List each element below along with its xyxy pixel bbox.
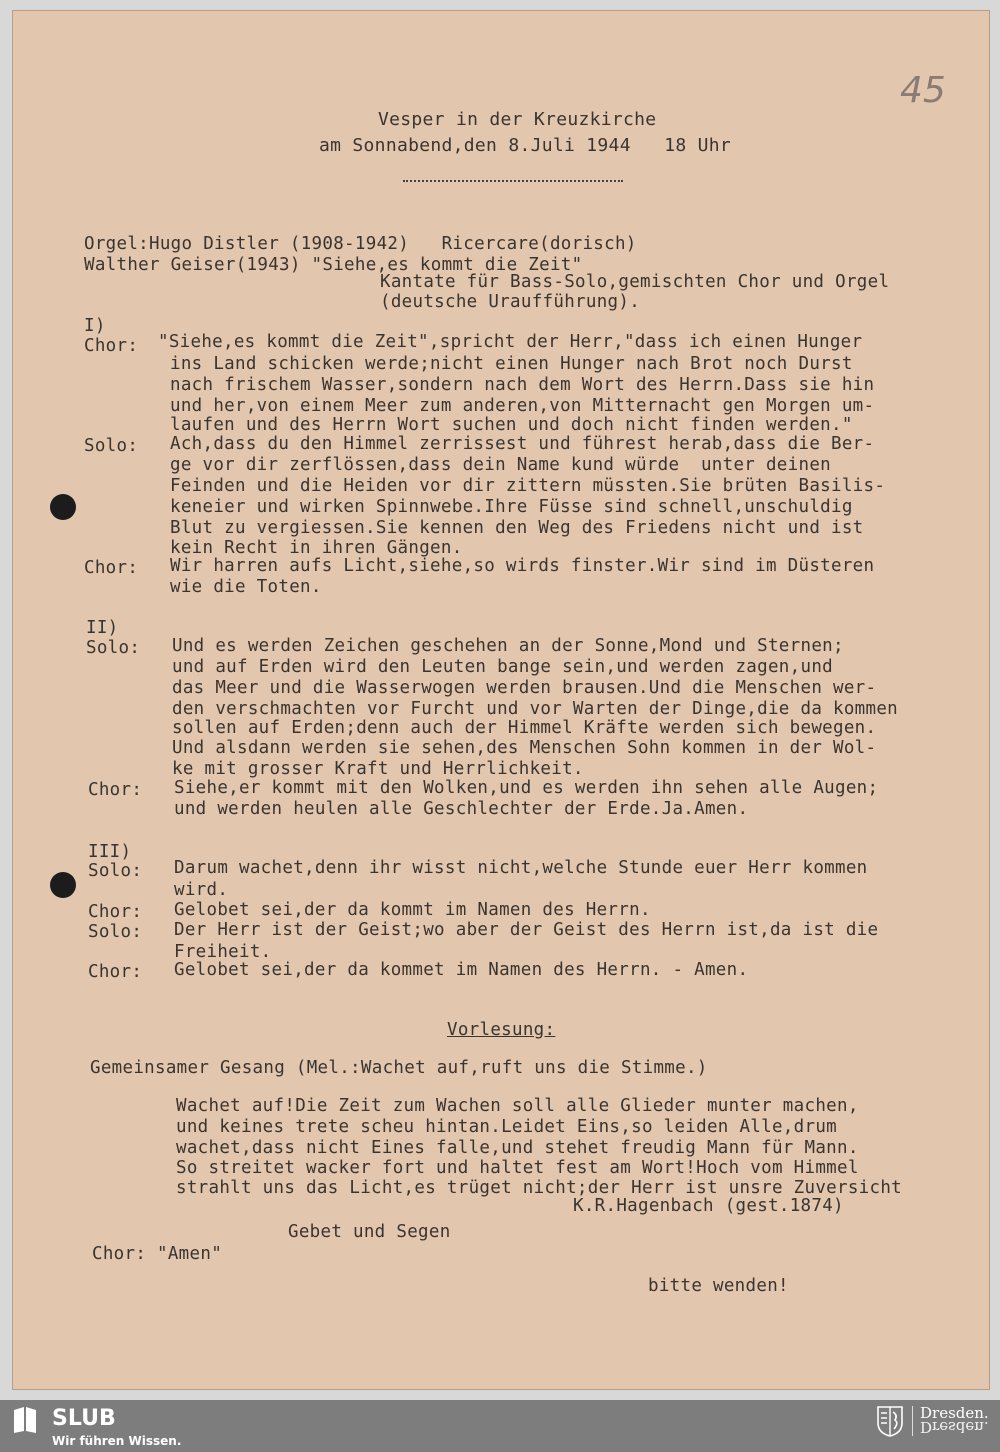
speaker-label: Chor: [88, 902, 143, 922]
text-line: Siehe,er kommt mit den Wolken,und es werden ihn sehen alle Augen; [174, 778, 879, 798]
text-line: ins Land schicken werde;nicht einen Hunger nach Brot noch Durst [170, 354, 853, 374]
hymn-intro: Gemeinsamer Gesang (Mel.:Wachet auf,ruft uns die Stimme.) [90, 1058, 708, 1078]
please-turn-over: bitte wenden! [648, 1276, 789, 1296]
text-line: Darum wachet,denn ihr wisst nicht,welche Stunde euer Herr kommen [174, 858, 868, 878]
dresden-text: Dresden. [920, 1404, 989, 1422]
punch-hole [50, 494, 76, 520]
dresden-text-mirrored: Dresden. [920, 1418, 989, 1436]
hymn-line: strahlt uns das Licht,es trüget nicht;der Herr ist unsre Zuversicht [176, 1178, 903, 1198]
speaker-label: Chor: [88, 780, 143, 800]
text-line: ke mit grosser Kraft und Herrlichkeit. [172, 759, 584, 779]
dresden-logo [920, 1406, 989, 1434]
text-line: und her,von einem Meer zum anderen,von Mitternacht gen Morgen um- [170, 396, 875, 416]
text-line: kein Recht in ihren Gängen. [170, 538, 463, 558]
text-line: Blut zu vergiessen.Sie kennen den Weg des Friedens nicht und ist [170, 518, 864, 538]
text-line: Ach,dass du den Himmel zerrissest und führest herab,dass die Ber- [170, 434, 875, 454]
text-line: wird. [174, 880, 229, 900]
text-line: Freiheit. [174, 942, 272, 962]
geiser-line-1: Walther Geiser(1943) "Siehe,es kommt die Zeit" [84, 255, 583, 275]
speaker-label: Solo: [88, 922, 143, 942]
text-line: ge vor dir zerflössen,dass dein Name kund würde unter deinen [170, 455, 831, 475]
text-line: Wir harren aufs Licht,siehe,so wirds finster.Wir sind im Düsteren [170, 556, 875, 576]
text-line: "Siehe,es kommt die Zeit",spricht der Herr,"dass ich einen Hunger [158, 332, 863, 352]
text-line: Feinden und die Heiden vor dir zittern müssten.Sie brüten Basilis- [170, 476, 886, 496]
reading-heading: Vorlesung: [447, 1020, 556, 1040]
hymn-line: und keines trete scheu hintan.Leidet Eins,so leiden Alle,drum [176, 1117, 837, 1137]
hymn-author: K.R.Hagenbach (gest.1874) [573, 1196, 844, 1216]
title-divider [403, 180, 623, 182]
speaker-label: Chor: [88, 962, 143, 982]
slub-logo-icon [12, 1406, 38, 1434]
speaker-label: Solo: [88, 861, 143, 881]
section-1-numeral: I) [84, 316, 106, 336]
geiser-line-2: Kantate für Bass-Solo,gemischten Chor und Orgel [380, 272, 890, 292]
title-line-1: Vesper in der Kreuzkirche [378, 109, 657, 130]
section-2-numeral: II) [86, 618, 119, 638]
speaker-label: Chor: [84, 336, 139, 356]
hymn-line: So streitet wacker fort und haltet fest am Wort!Hoch vom Himmel [176, 1158, 859, 1178]
text-line: und auf Erden wird den Leuten bange sein,und werden zagen,und [172, 657, 833, 677]
text-line: wie die Toten. [170, 577, 322, 597]
footer-separator [912, 1406, 913, 1436]
slub-tagline: Wir führen Wissen. [52, 1434, 182, 1448]
speaker-label: Solo: [86, 638, 141, 658]
text-line: Gelobet sei,der da kommt im Namen des Herrn. [174, 900, 651, 920]
text-line: den verschmachten vor Furcht und vor Warten der Dinge,die da kommen [172, 699, 899, 719]
hymn-line: Wachet auf!Die Zeit zum Wachen soll alle Glieder munter machen, [176, 1096, 859, 1116]
speaker-label: Solo: [84, 436, 139, 456]
archive-number: 45 [900, 70, 946, 111]
text-line: keneier und wirken Spinnwebe.Ihre Füsse sind schnell,unschuldig [170, 497, 853, 517]
text-line: Gelobet sei,der da kommet im Namen des Herrn. - Amen. [174, 960, 749, 980]
final-chor-line: Chor: "Amen" [92, 1244, 223, 1264]
geiser-line-3: (deutsche Uraufführung). [380, 292, 641, 312]
speaker-label: Chor: [84, 558, 139, 578]
dresden-coat-of-arms-icon [876, 1405, 904, 1437]
text-line: und werden heulen alle Geschlechter der Erde.Ja.Amen. [174, 799, 749, 819]
title-line-2: am Sonnabend,den 8.Juli 1944 18 Uhr [319, 135, 732, 156]
text-line: nach frischem Wasser,sondern nach dem Wort des Herrn.Dass sie hin [170, 375, 875, 395]
text-line: Und es werden Zeichen geschehen an der Sonne,Mond und Sternen; [172, 636, 844, 656]
text-line: das Meer und die Wasserwogen werden brausen.Und die Menschen wer- [172, 678, 877, 698]
text-line: Und alsdann werden sie sehen,des Menschen Sohn kommen in der Wol- [172, 738, 877, 758]
text-line: sollen auf Erden;denn auch der Himmel Kräfte werden sich bewegen. [172, 718, 877, 738]
footer-bar [0, 1400, 1000, 1452]
text-line: laufen und des Herrn Wort suchen und doch nicht finden werden." [170, 415, 853, 435]
section-3-numeral: III) [88, 842, 132, 862]
hymn-line: wachet,dass nicht Eines falle,und stehet freudig Mann für Mann. [176, 1138, 859, 1158]
organ-line: Orgel:Hugo Distler (1908-1942) Ricercare(dorisch) [84, 234, 637, 254]
punch-hole [50, 872, 76, 898]
prayer-line: Gebet und Segen [288, 1222, 451, 1242]
slub-brand: SLUB [52, 1406, 116, 1431]
text-line: Der Herr ist der Geist;wo aber der Geist des Herrn ist,da ist die [174, 920, 879, 940]
